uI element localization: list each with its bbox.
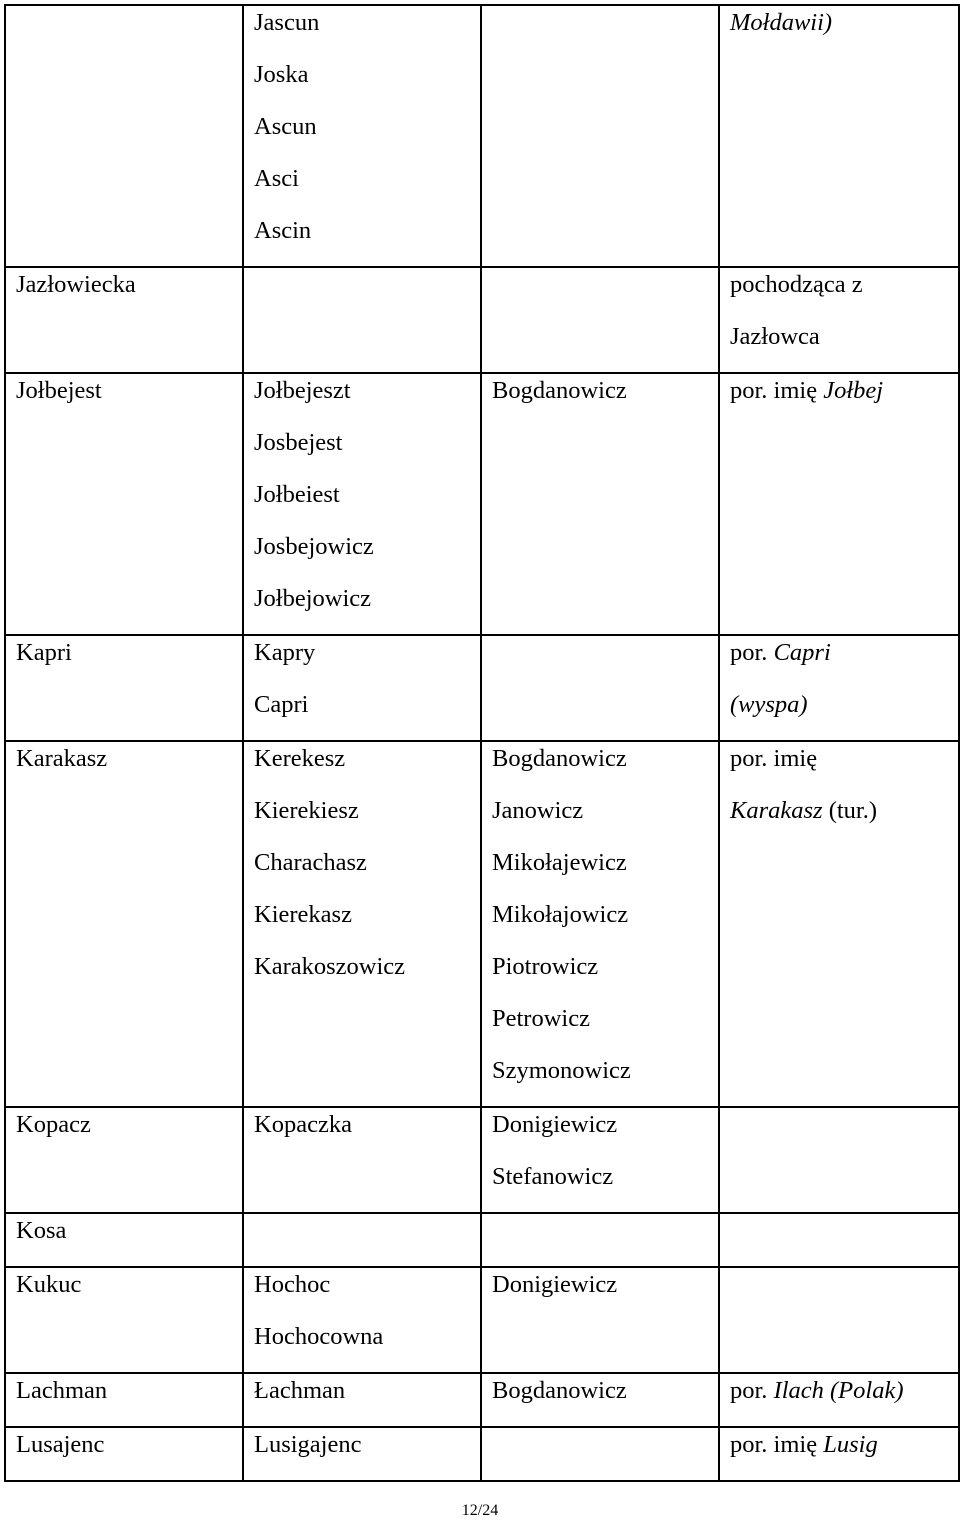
surname-cell [5,1427,243,1481]
italic-text: (wyspa) [730,691,808,718]
surname-table [4,4,960,1482]
notes-cell [719,5,959,267]
table-row [5,1107,959,1213]
cell-line: Jołbejest [16,377,102,404]
page-number: 12/24 [461,1502,499,1519]
cell-line: Kopaczka [254,1111,352,1138]
patronymics-cell [481,5,719,267]
text: por. [730,1377,774,1404]
notes-cell [719,1267,959,1373]
surname-cell [5,267,243,373]
cell-line: Hochoc [254,1271,331,1298]
variants-cell [243,1213,481,1267]
cell-line [730,1374,958,1426]
cell-line: Kerekesz [254,745,346,772]
variants-cell [243,741,481,1107]
cell-line [730,6,958,58]
cell-line: Karakoszowicz [254,953,406,980]
table-row [5,1427,959,1481]
table-row [5,741,959,1107]
cell-line [730,688,958,740]
cell-line [730,320,958,372]
text: por. imię [730,377,824,404]
variants-cell [243,5,481,267]
cell-line: Asci [254,165,299,192]
table-row [5,267,959,373]
patronymics-cell [481,1213,719,1267]
cell-line [730,268,958,320]
patronymics-cell [481,741,719,1107]
text: por. imię [730,745,818,772]
cell-line: Ascin [254,217,312,244]
cell-line [730,374,958,426]
cell-line: Bogdanowicz [492,745,627,772]
patronymics-cell [481,1427,719,1481]
table-row [5,1213,959,1267]
cell-line: Josbejowicz [254,533,374,560]
cell-line [730,794,958,846]
cell-line: Lusajenc [16,1431,105,1458]
cell-line: Hochocowna [254,1323,384,1350]
cell-line: Ascun [254,113,317,140]
variants-cell [243,635,481,741]
cell-line: Jołbejowicz [254,585,372,612]
cell-line: Joska [254,61,309,88]
notes-cell [719,1427,959,1481]
cell-line: Kapry [254,639,316,666]
surname-cell [5,1107,243,1213]
cell-line: Josbejest [254,429,343,456]
cell-line [730,742,958,794]
cell-line: Lusigajenc [254,1431,362,1458]
cell-line: Janowicz [492,797,584,824]
notes-cell [719,1107,959,1213]
variants-cell [243,1427,481,1481]
cell-line: Kierekiesz [254,797,359,824]
italic-text: Karakasz [730,797,823,824]
patronymics-cell [481,1107,719,1213]
variants-cell [243,1107,481,1213]
cell-line: Bogdanowicz [492,377,627,404]
cell-line: Lachman [16,1377,108,1404]
notes-cell [719,373,959,635]
cell-line: Stefanowicz [492,1163,614,1190]
patronymics-cell [481,635,719,741]
text: por. imię [730,1431,824,1458]
italic-text: Mołdawii) [730,9,833,36]
patronymics-cell [481,1267,719,1373]
cell-line: Bogdanowicz [492,1377,627,1404]
table-row [5,635,959,741]
cell-line [730,636,958,688]
italic-text: Lusig [823,1431,878,1458]
notes-cell [719,741,959,1107]
notes-cell [719,1213,959,1267]
patronymics-cell [481,267,719,373]
surname-cell [5,5,243,267]
text: por. [730,639,774,666]
cell-line: Karakasz [16,745,108,772]
cell-line: Capri [254,691,309,718]
surname-cell [5,741,243,1107]
cell-line: Kapri [16,639,72,666]
patronymics-cell [481,373,719,635]
cell-line [730,1428,958,1480]
cell-line: Charachasz [254,849,367,876]
cell-line: Kosa [16,1217,67,1244]
cell-line: Szymonowicz [492,1057,631,1084]
cell-line: Donigiewicz [492,1271,618,1298]
surname-cell [5,635,243,741]
text: pochodząca z [730,271,863,298]
table-row [5,1267,959,1373]
cell-line: Mikołajowicz [492,901,629,928]
text: (tur.) [822,797,878,824]
cell-line: Jołbejeszt [254,377,351,404]
table-body [5,5,959,1481]
cell-line: Donigiewicz [492,1111,618,1138]
cell-line: Łachman [254,1377,346,1404]
cell-line: Kukuc [16,1271,82,1298]
cell-line: Jazłowiecka [16,271,136,298]
cell-line: Petrowicz [492,1005,590,1032]
cell-line: Kopacz [16,1111,91,1138]
notes-cell [719,635,959,741]
cell-line: Kierekasz [254,901,352,928]
italic-text: Jołbej [823,377,884,404]
cell-line: Jołbeiest [254,481,340,508]
table-row [5,5,959,267]
cell-line: Jascun [254,9,320,36]
surname-cell [5,1213,243,1267]
surname-cell [5,373,243,635]
variants-cell [243,1267,481,1373]
cell-line: Mikołajewicz [492,849,627,876]
variants-cell [243,373,481,635]
variants-cell [243,267,481,373]
italic-text: Ilach (Polak) [773,1377,904,1404]
table-row [5,1373,959,1427]
cell-line: Piotrowicz [492,953,599,980]
text: Jazłowca [730,323,820,350]
surname-cell [5,1373,243,1427]
notes-cell [719,267,959,373]
notes-cell [719,1373,959,1427]
table-row [5,373,959,635]
patronymics-cell [481,1373,719,1427]
variants-cell [243,1373,481,1427]
italic-text: Capri [773,639,831,666]
surname-cell [5,1267,243,1373]
